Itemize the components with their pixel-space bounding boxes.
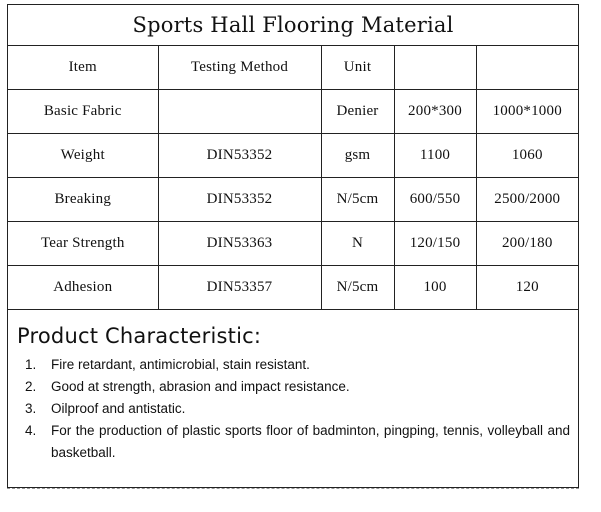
cell-unit: N/5cm: [321, 178, 394, 222]
table-row: [8, 266, 578, 310]
header-value-2: [476, 46, 578, 90]
header-item: Item: [8, 46, 158, 90]
list-item-text: Good at strength, abrasion and impact resistance.: [51, 379, 350, 394]
cell-value-1: 100: [394, 266, 476, 310]
page-title: Sports Hall Flooring Material: [8, 5, 578, 46]
list-item-number: 3.: [25, 401, 37, 416]
cell-unit: N: [321, 222, 394, 266]
table-row: [8, 178, 578, 222]
cell-value-1: 120/150: [394, 222, 476, 266]
list-item-number: 2.: [25, 379, 37, 394]
cell-item: Adhesion: [8, 266, 158, 310]
list-item: [17, 376, 570, 398]
characteristics-list: [17, 354, 570, 464]
cell-value-1: 200*300: [394, 90, 476, 134]
list-item: [17, 354, 570, 376]
product-characteristics: [8, 315, 578, 464]
list-item: [17, 420, 570, 464]
list-item-number: 1.: [25, 357, 37, 372]
cell-testing-method: [158, 90, 321, 134]
header-value-1: [394, 46, 476, 90]
cell-value-1: 600/550: [394, 178, 476, 222]
cell-testing-method: DIN53352: [158, 134, 321, 178]
bottom-divider: [7, 488, 579, 489]
spec-sheet: [7, 4, 579, 488]
header-unit: Unit: [321, 46, 394, 90]
list-item-number: 4.: [25, 423, 37, 438]
cell-value-2: 2500/2000: [476, 178, 578, 222]
table-row: [8, 90, 578, 134]
cell-value-2: 120: [476, 266, 578, 310]
cell-testing-method: DIN53352: [158, 178, 321, 222]
table-row: [8, 222, 578, 266]
header-testing-method: Testing Method: [158, 46, 321, 90]
cell-unit: gsm: [321, 134, 394, 178]
cell-testing-method: DIN53357: [158, 266, 321, 310]
list-item-text: Fire retardant, antimicrobial, stain resistant.: [51, 357, 310, 372]
table-header-row: [8, 46, 578, 90]
cell-item: Basic Fabric: [8, 90, 158, 134]
cell-value-1: 1100: [394, 134, 476, 178]
cell-value-2: 200/180: [476, 222, 578, 266]
cell-testing-method: DIN53363: [158, 222, 321, 266]
list-item: [17, 398, 570, 420]
list-item-text: Oilproof and antistatic.: [51, 401, 186, 416]
characteristics-heading: Product Characteristic:: [17, 324, 262, 348]
cell-item: Breaking: [8, 178, 158, 222]
cell-unit: N/5cm: [321, 266, 394, 310]
cell-value-2: 1000*1000: [476, 90, 578, 134]
table-row: [8, 134, 578, 178]
list-item-text: For the production of plastic sports floor of badminton, pingping, tennis, volleyball and basketball.: [51, 423, 570, 460]
spec-table: [8, 46, 578, 310]
cell-unit: Denier: [321, 90, 394, 134]
cell-item: Tear Strength: [8, 222, 158, 266]
cell-item: Weight: [8, 134, 158, 178]
cell-value-2: 1060: [476, 134, 578, 178]
